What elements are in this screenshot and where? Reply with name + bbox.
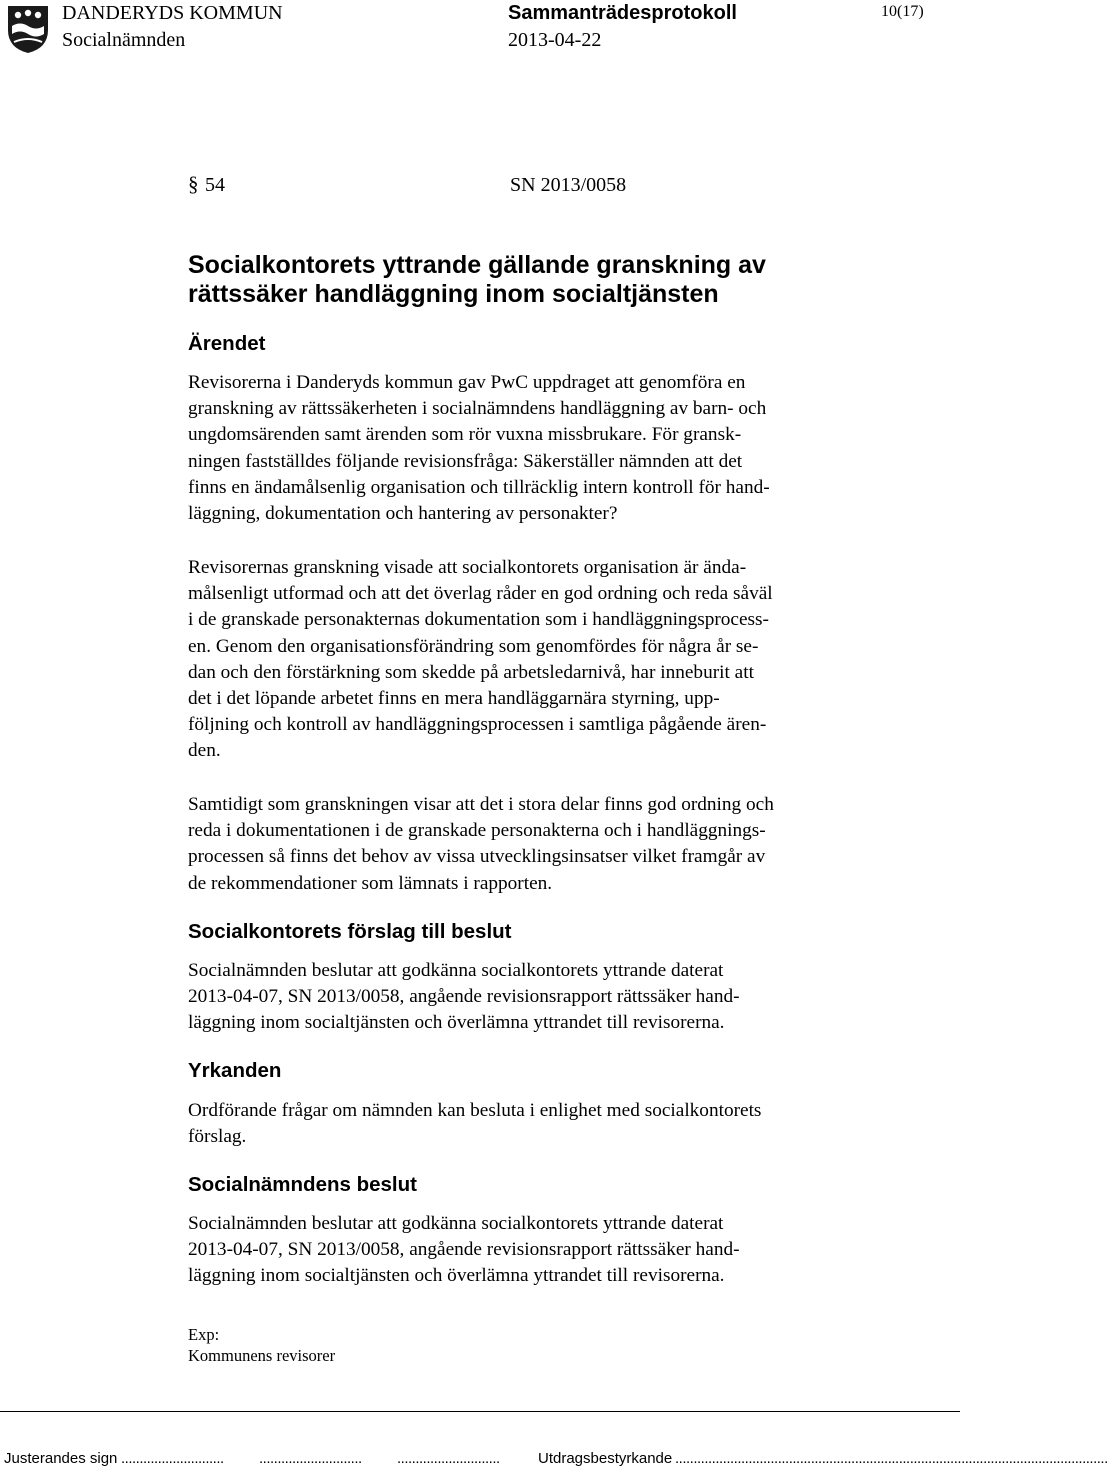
footer-extract-label: Utdragsbestyrkande [538, 1450, 673, 1467]
heading-arendet: Ärendet [188, 332, 266, 355]
text-line: följning och kontroll av handläggningsprocessen i samtliga pågående ären- [188, 714, 767, 736]
meeting-date: 2013-04-22 [508, 29, 602, 51]
paragraph-yrkanden [188, 1098, 900, 1150]
text-line: Socialnämnden beslutar att godkänna socialkontorets yttrande daterat [188, 960, 724, 981]
case-number: SN 2013/0058 [510, 174, 627, 196]
page-number: 10(17) [881, 3, 924, 20]
footer-divider [0, 1411, 960, 1412]
text-line: den. [188, 740, 221, 762]
footer-sign-line-3: ............................ [397, 1450, 500, 1467]
text-line: förslag. [188, 1126, 247, 1148]
text-line: Ordförande frågar om nämnden kan besluta i enlighet med socialkontorets [188, 1100, 762, 1121]
text-line: dan och den förstärkning som skedde på arbetsledarnivå, har inneburit att [188, 661, 754, 683]
title-line: Socialkontorets yttrande gällande granskning av [188, 251, 766, 279]
footer-sign-label: Justerandes sign [4, 1450, 118, 1467]
municipality-coat-of-arms-logo [6, 4, 50, 54]
document-type: Sammanträdesprotokoll [508, 2, 737, 24]
heading-forslag: Socialkontorets förslag till beslut [188, 920, 512, 943]
text-line: granskning av rättssäkerheten i socialnämndens handläggning av barn- och [188, 398, 767, 420]
text-line: läggning inom socialtjänsten och överlämna yttrandet till revisorerna. [188, 1012, 725, 1034]
paragraph-beslut [188, 1211, 900, 1290]
text-line: finns en ändamålsenlig organisation och tillräcklig intern kontroll för hand- [188, 476, 770, 498]
footer-extract-line: ...................................................................................................................... [675, 1450, 1108, 1467]
text-line: 2013-04-07, SN 2013/0058, angående revisionsrapport rättssäker hand- [188, 1239, 740, 1261]
expedition-recipient: Kommunens revisorer [188, 1346, 336, 1365]
board-name: Socialnämnden [62, 29, 186, 51]
footer-sign-line-1: ............................ [121, 1450, 224, 1467]
document-title [188, 251, 766, 309]
section-number: 54 [205, 174, 225, 196]
text-line: ungdomsärenden samt ärenden som rör vuxna missbrukare. För gransk- [188, 424, 742, 446]
text-line: i de granskade personakternas dokumentation som i handläggningsprocess- [188, 609, 769, 631]
text-line: målsenligt utformad och att det överlag råder en god ordning och reda såväl [188, 583, 773, 605]
paragraph-arendet-1 [188, 370, 900, 527]
footer-sign-line-2: ............................ [259, 1450, 362, 1467]
text-line: ningen fastställdes följande revisionsfråga: Säkerställer nämnden att det [188, 450, 743, 472]
text-line: läggning, dokumentation och hantering av personakter? [188, 503, 618, 525]
text-line: de rekommendationer som lämnats i rapporten. [188, 872, 553, 894]
text-line: Samtidigt som granskningen visar att det i stora delar finns god ordning och [188, 794, 774, 815]
heading-yrkanden: Yrkanden [188, 1059, 282, 1082]
heading-beslut: Socialnämndens beslut [188, 1173, 417, 1196]
text-line: Revisorernas granskning visade att socialkontorets organisation är ända- [188, 557, 747, 578]
paragraph-arendet-3 [188, 792, 900, 897]
text-line: en. Genom den organisationsförändring som genomfördes för några år se- [188, 635, 759, 657]
text-line: läggning inom socialtjänsten och överlämna yttrandet till revisorerna. [188, 1265, 725, 1287]
text-line: det i det löpande arbetet finns en mera handläggarnära styrning, upp- [188, 688, 720, 710]
text-line: processen så finns det behov av vissa utvecklingsinsatser vilket framgår av [188, 846, 766, 868]
section-symbol: § [188, 172, 199, 196]
expedition-label: Exp: [188, 1325, 220, 1344]
text-line: Socialnämnden beslutar att godkänna socialkontorets yttrande daterat [188, 1213, 724, 1234]
paragraph-forslag [188, 958, 900, 1037]
text-line: Revisorerna i Danderyds kommun gav PwC uppdraget att genomföra en [188, 372, 746, 393]
text-line: 2013-04-07, SN 2013/0058, angående revisionsrapport rättssäker hand- [188, 986, 740, 1008]
municipality-name: DANDERYDS KOMMUN [62, 2, 283, 24]
paragraph-arendet-2 [188, 555, 900, 765]
text-line: reda i dokumentationen i de granskade personakterna och i handläggnings- [188, 820, 766, 842]
title-line: rättssäker handläggning inom socialtjänsten [188, 280, 719, 308]
